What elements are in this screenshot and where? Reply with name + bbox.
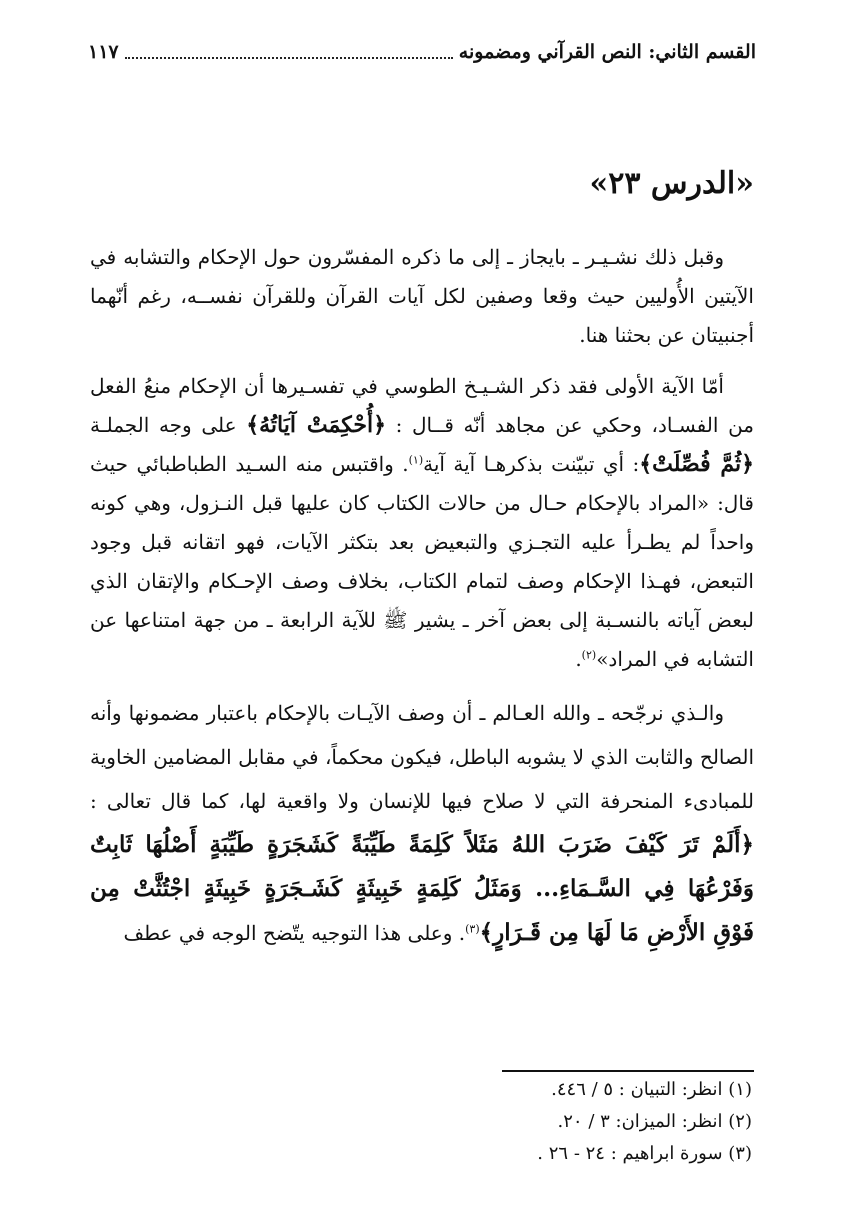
header-dot-leader [125,57,453,59]
p2-text-2: على وجه الجملـة [90,413,237,437]
p2-text-1: أمّا الآية الأولى فقد ذكر الشـيـخ الطوسي في تفسـيرها أن الإحكام منعُ الفعل من الفسـاد، وحكي عن مجاهد أنّه قــال : [90,374,755,437]
footnote-ref-3: (٣) [465,922,480,936]
paragraph-1: وقبل ذلك نشـيـر ـ بايجاز ـ إلى ما ذكره المفسّرون حول الإحكام والتشابه في الآيتين الأُوليين حيث وقعا وصفين لكل آيات القرآن وللقرآن نفســه، رغم أنّهما أجنبيتان عن بحثنا هنا. [90,245,754,347]
footnote-ref-1: (١) [408,453,424,467]
section-title: القسم الثاني: النص القرآني ومضمونه [458,41,756,63]
footnotes [537,1074,752,1170]
p2-text-3: : أي تبيّنت بذكرهـا آية آية [423,452,640,476]
footnote-3: (٣) سورة ابراهيم : ٢٤ - ٢٦ . [537,1143,752,1164]
quran-quote-1: ﴿أُحْكِمَتْ آيَاتُهُ﴾ [246,412,386,438]
p2-text-4: . واقتبس منه السـيد الطباطبائي حيث قال: «المراد بالإحكام حـال من حالات الكتاب كان عليها قبل النـزول، وهي كونه واحداً لم يطـرأ عليه التجـزي والتبعيض بعد بتكثر الآيات، فهو اتقانه قبل وجود التبعض، فهـذا الإحكام وصف لتمام الكتاب، بخلاف وصف الإحـكام والإتقان الذي لبعض آياته بالنسـبة إلى بعض آخر ـ يشير ﷺ للآية الرابعة ـ من جهة امتناعها عن التشابه في المراد» [90,452,754,671]
running-header [88,34,756,70]
quran-quote-3: ﴿أَلَمْ تَرَ كَيْفَ ضَرَبَ اللهُ مَثَلاً كَلِمَةً طَيِّبَةً كَشَجَرَةٍ طَيِّبَةٍ أَصْلُهَا ثَابِتٌ وَفَرْعُهَا فِي السَّـمَاءِ... وَمَثَلُ كَلِمَةٍ خَبِيثَةٍ كَشَـجَرَةٍ خَبِيثَةٍ اجْتُثَّتْ مِن فَوْقِ الأَرْضِ مَا لَهَا مِن قَـرَارٍ﴾ [90,831,754,946]
p3-text-1: والـذي نرجّحه ـ والله العـالم ـ أن وصف الآيـات بالإحكام باعتبار مضمونها وأنه الصالح والثابت الذي لا يشوبه الباطل، فيكون محكماً، في مقابل المضامين الخاوية للمبادىء المنحرفة التي لا صلاح فيها للإنسان ولا واقعية لها، كما قال تعالى : [90,701,754,813]
footnote-1: (١) انظر: التبيان : ٥ / ٤٤٦. [551,1079,752,1100]
page-number: ١١٧ [88,41,119,63]
p2-text-5: . [575,647,582,671]
lesson-heading: «الدرس ٢٣» [589,166,754,201]
paragraph-2 [90,367,754,679]
quran-quote-2: ﴿ثُمَّ فُصِّلَتْ﴾ [639,451,755,477]
paragraph-3 [90,691,754,955]
body-text [90,238,754,967]
footnote-2: (٢) انظر: الميزان: ٣ / ٢٠. [557,1111,752,1132]
footnote-separator [502,1070,754,1072]
footnote-ref-2: (٢) [581,648,597,662]
p3-text-2: . وعلى هذا التوجيه يتّضح الوجه في عطف [123,921,466,945]
